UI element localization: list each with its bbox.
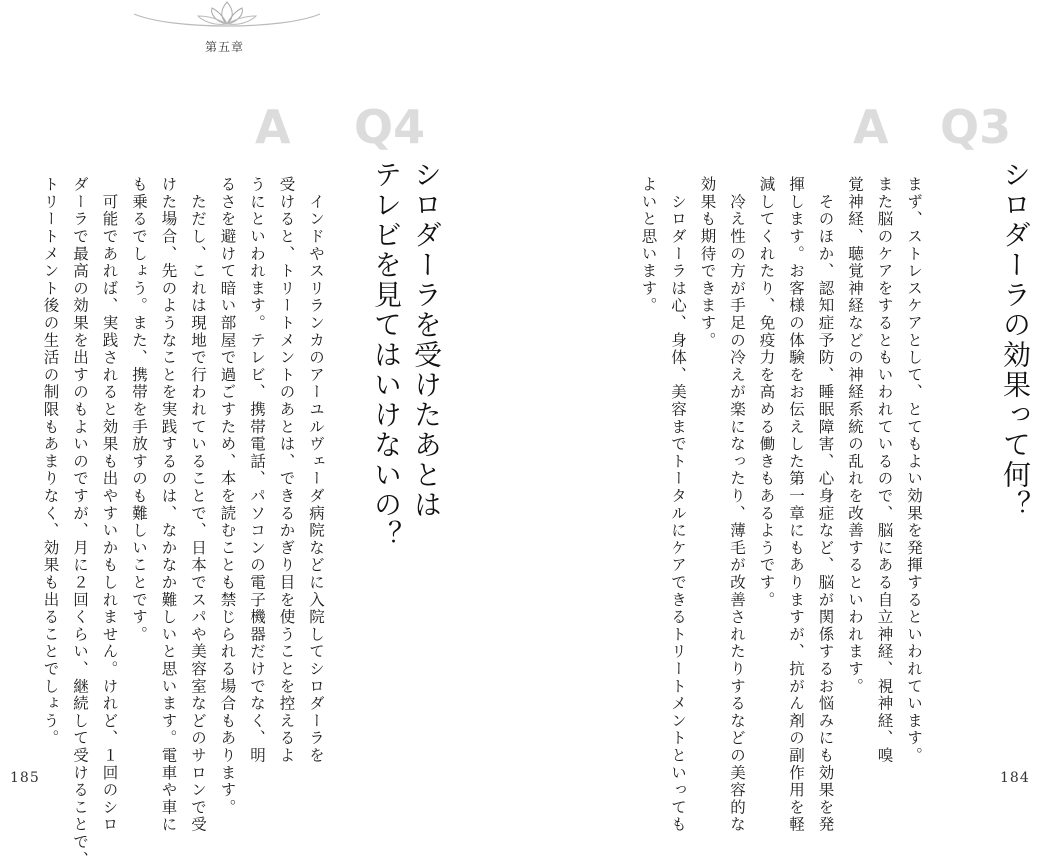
q4-question-title: シロダーラを受けたあとは テレビを見てはいけないの？ xyxy=(370,160,443,550)
q4-answer-body: インドやスリランカのアーユルヴェーダ病院などに入院してシロダーラを 受けると、トリートメントのあとは、できるかぎり目を使うことを控えるよ うにといわれます。テレビ、携帯電話、パソコンの電子機器だけでなく、明 るさを避けて暗い部屋で過ごすため、本を読むことも禁じられる場合もあります。 ただし、これは現地で行われていることで、日本でスパや美容室などのサロンで受 けた場合、先のようなことを実践するのは、なかなか難しいと思います。電車や車に も乗るでしょう。また、携帯を手放すのも難しいことです。 可能であれば、実践されると効果も出やすいかもしれません。けれど、１回のシロ ダーラで最高の効果を出すのもよいのですが、月に２回くらい、継続して受けることで、 トリートメント後の生活の制限もあまりなく、効果も出ることでしょう。 xyxy=(41,176,325,868)
q4-label: Q4 xyxy=(354,100,426,154)
q4-answer-label: A xyxy=(255,100,291,154)
q3-label: Q3 xyxy=(940,100,1012,154)
page-number-right: 184 xyxy=(1000,770,1030,786)
page-number-left: 185 xyxy=(10,770,40,786)
lotus-ornament-icon xyxy=(132,0,322,32)
q3-question-title: シロダーラの効果って何？ xyxy=(999,160,1032,520)
q3-answer-label: A xyxy=(853,100,889,154)
q3-answer-body: まず、ストレスケアとして、とてもよい効果を発揮するといわれています。 また脳のケアをするともいわれているので、脳にある自立神経、視神経、嗅 覚神経、聴覚神経などの神経系統の乱れを改善するといわれます。 そのほか、認知症予防、睡眠障害、心身症など、脳が関係するお悩みにも効果を発 揮します。お客様の体験をお伝えした第一章にもありますが、抗がん剤の副作用を軽 減してくれたり、免疫力を高める働きもあるようです。 冷え性の方が手足の冷えが楽になったり、薄毛が改善されたりするなどの美容的な 効果も期待できます。 シロダーラは心、身体、美容までトータルにケアできるトリートメントといっても よいと思います。 xyxy=(639,176,923,834)
chapter-heading: 第五章 xyxy=(205,40,245,54)
